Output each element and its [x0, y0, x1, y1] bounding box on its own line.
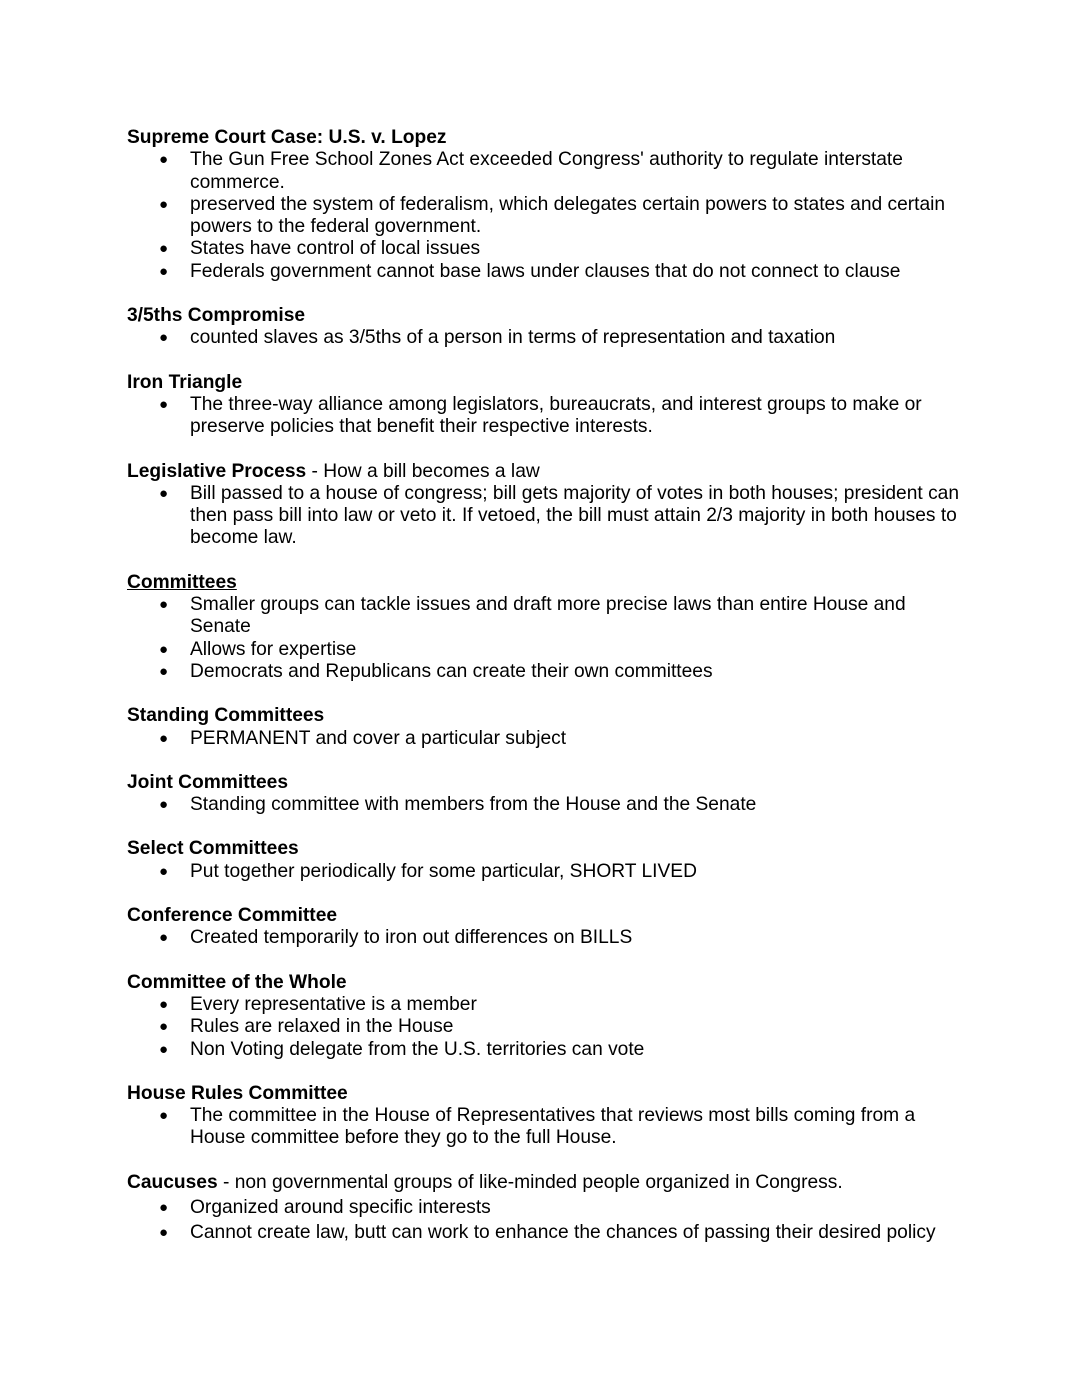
bullet-dot-icon: ●	[159, 262, 169, 280]
bullet-item	[159, 238, 967, 260]
section-heading	[127, 1172, 967, 1194]
bullet-dot-icon: ●	[159, 484, 169, 502]
bullet-text: PERMANENT and cover a particular subject	[190, 727, 567, 749]
bullet-text: The Gun Free School Zones Act exceeded Congress' authority to regulate interstate commerce.	[190, 149, 903, 193]
bullet-dot-icon: ●	[159, 1107, 169, 1125]
bullet-list	[127, 149, 967, 283]
bullet-text: Organized around specific interests	[190, 1196, 491, 1218]
bullet-item	[159, 193, 967, 239]
bullet-item	[159, 594, 967, 639]
bullet-text: The three-way alliance among legislators, bureaucrats, and interest groups to make or preserve policies that benefit their respective interests.	[190, 393, 922, 438]
notes-document	[127, 127, 967, 1267]
section-title: House Rules Committee	[127, 1082, 348, 1104]
bullet-item	[159, 927, 967, 949]
section-title: Iron Triangle	[127, 371, 243, 393]
section-subtitle: - How a bill becomes a law	[306, 460, 540, 482]
bullet-dot-icon: ●	[159, 1224, 169, 1242]
section-heading	[127, 705, 967, 727]
bullet-item	[159, 1105, 967, 1150]
note-section	[127, 1083, 967, 1150]
bullet-text: Non Voting delegate from the U.S. territories can vote	[190, 1038, 645, 1060]
section-heading	[127, 127, 967, 149]
bullet-dot-icon: ●	[159, 596, 169, 614]
bullet-list	[127, 327, 967, 349]
section-heading	[127, 461, 967, 483]
bullet-dot-icon: ●	[159, 1018, 169, 1036]
bullet-item	[159, 327, 967, 349]
bullet-text: Bill passed to a house of congress; bill gets majority of votes in both houses; president can then pass bill into law or veto it. If vetoed, the bill must attain 2/3 majority in both houses to become law.	[190, 482, 959, 549]
section-title: Select Committees	[127, 838, 299, 860]
bullet-item	[159, 638, 967, 661]
bullet-text: Federals government cannot base laws under clauses that do not connect to clause	[190, 260, 901, 282]
section-subtitle: - non governmental groups of like-minded people organized in Congress.	[217, 1171, 843, 1193]
bullet-text: Standing committee with members from the House and the Senate	[190, 794, 757, 816]
bullet-item	[159, 1196, 967, 1219]
section-heading	[127, 905, 967, 927]
bullet-item	[159, 727, 967, 750]
bullet-text: States have control of local issues	[190, 238, 481, 260]
bullet-list	[127, 594, 967, 683]
bullet-list	[127, 994, 967, 1061]
bullet-text: Rules are relaxed in the House	[190, 1016, 454, 1038]
bullet-text: counted slaves as 3/5ths of a person in terms of representation and taxation	[190, 327, 836, 349]
section-title: 3/5ths Compromise	[127, 305, 306, 327]
bullet-list	[127, 1197, 967, 1245]
bullet-dot-icon: ●	[159, 1040, 169, 1058]
bullet-text: preserved the system of federalism, which delegates certain powers to states and certain powers to the federal government.	[190, 193, 946, 238]
section-title: Supreme Court Case: U.S. v. Lopez	[127, 127, 447, 148]
note-section	[127, 127, 967, 283]
note-section	[127, 1172, 967, 1245]
note-section	[127, 305, 967, 350]
note-section	[127, 572, 967, 683]
note-section	[127, 372, 967, 439]
bullet-text: Allows for expertise	[190, 638, 357, 660]
bullet-dot-icon: ●	[159, 662, 169, 680]
bullet-dot-icon: ●	[159, 796, 169, 814]
bullet-item	[159, 260, 967, 283]
bullet-list	[127, 728, 967, 750]
bullet-dot-icon: ●	[159, 151, 169, 169]
section-title: Conference Committee	[127, 905, 338, 927]
note-section	[127, 461, 967, 550]
bullet-list	[127, 1105, 967, 1150]
section-title: Standing Committees	[127, 705, 325, 727]
bullet-text: Created temporarily to iron out differences on BILLS	[190, 927, 633, 949]
section-heading	[127, 372, 967, 394]
note-section	[127, 838, 967, 883]
bullet-item	[159, 860, 967, 883]
bullet-text: Every representative is a member	[190, 993, 477, 1015]
bullet-item	[159, 1038, 967, 1061]
bullet-dot-icon: ●	[159, 995, 169, 1013]
bullet-list	[127, 394, 967, 439]
section-heading	[127, 305, 967, 327]
bullet-dot-icon: ●	[159, 195, 169, 213]
bullet-dot-icon: ●	[159, 1198, 169, 1216]
bullet-dot-icon: ●	[159, 929, 169, 947]
note-section	[127, 772, 967, 817]
bullet-dot-icon: ●	[159, 729, 169, 747]
bullet-item	[159, 1016, 967, 1038]
bullet-text: Smaller groups can tackle issues and draft more precise laws than entire House and Senate	[190, 594, 906, 638]
bullet-dot-icon: ●	[159, 395, 169, 413]
section-heading	[127, 972, 967, 994]
section-title: Committee of the Whole	[127, 971, 347, 993]
note-section	[127, 705, 967, 750]
bullet-text: The committee in the House of Representatives that reviews most bills coming from a House committee before they go to the full House.	[190, 1105, 916, 1149]
section-heading	[127, 572, 967, 594]
bullet-item	[159, 393, 967, 439]
section-heading	[127, 1083, 967, 1105]
bullet-dot-icon: ●	[159, 862, 169, 880]
section-heading	[127, 772, 967, 794]
section-title: Committees	[127, 571, 237, 593]
bullet-list	[127, 794, 967, 816]
bullet-list	[127, 483, 967, 550]
bullet-text: Democrats and Republicans can create their own committees	[190, 660, 713, 682]
bullet-item	[159, 149, 967, 194]
bullet-dot-icon: ●	[159, 329, 169, 347]
bullet-text: Put together periodically for some particular, SHORT LIVED	[190, 860, 697, 882]
bullet-item	[159, 993, 967, 1016]
section-title: Joint Committees	[127, 771, 288, 793]
section-title: Legislative Process	[127, 460, 307, 482]
section-heading	[127, 838, 967, 860]
bullet-item	[159, 794, 967, 816]
bullet-dot-icon: ●	[159, 240, 169, 258]
bullet-list	[127, 927, 967, 949]
bullet-item	[159, 1222, 967, 1244]
section-title: Caucuses	[127, 1171, 218, 1193]
bullet-text: Cannot create law, butt can work to enhance the chances of passing their desired policy	[190, 1222, 936, 1244]
note-section	[127, 905, 967, 950]
note-section	[127, 972, 967, 1061]
bullet-item	[159, 482, 967, 550]
bullet-item	[159, 660, 967, 683]
bullet-list	[127, 861, 967, 883]
bullet-dot-icon: ●	[159, 640, 169, 658]
